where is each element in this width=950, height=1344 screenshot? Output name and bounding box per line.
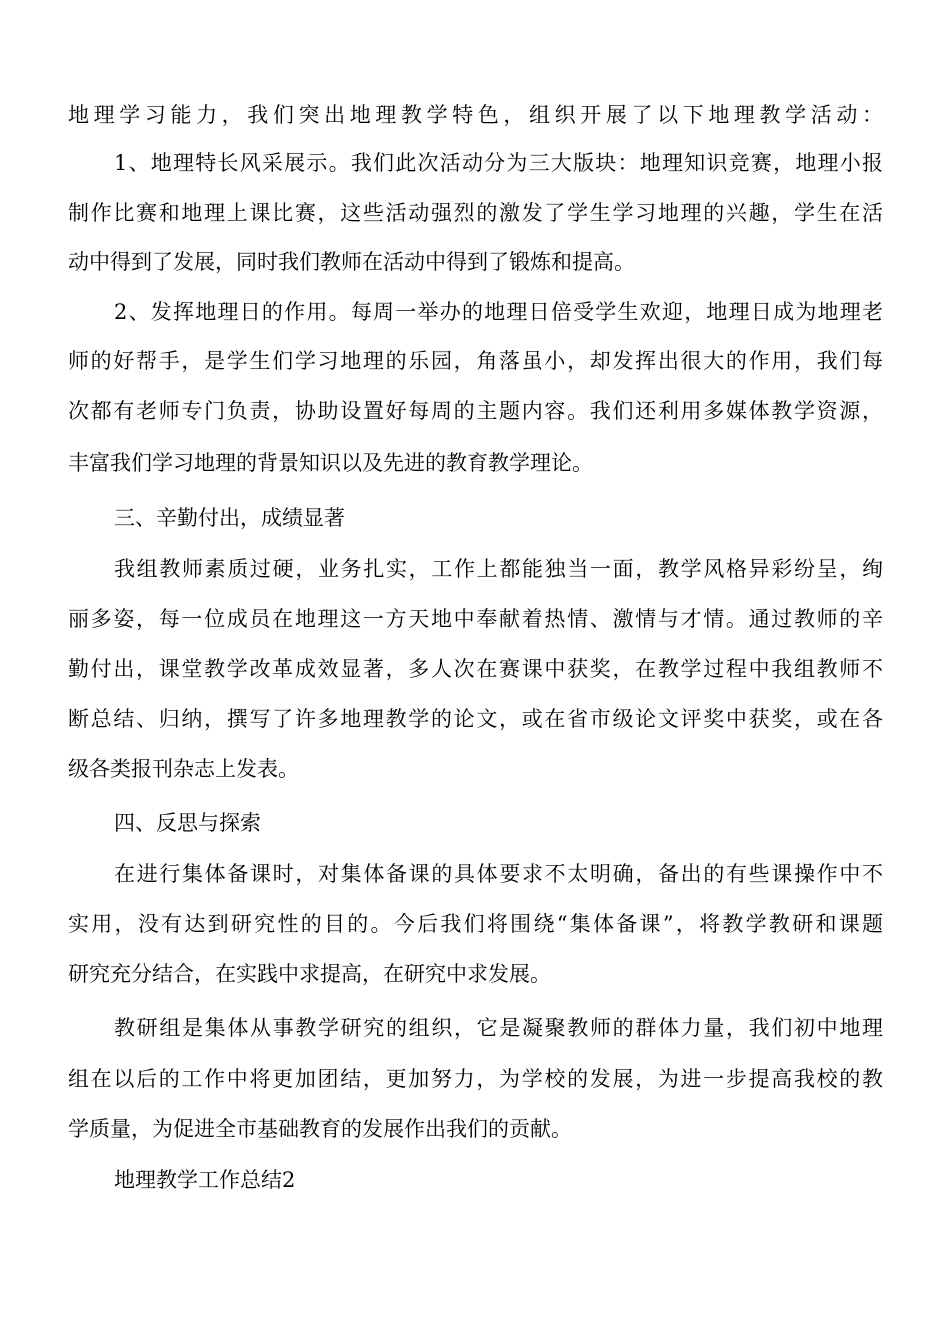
text-line: 动中得到了发展，同时我们教师在活动中得到了锻炼和提高。 <box>68 250 635 274</box>
text-line: 丽多姿，每一位成员在地理这一方天地中奉献着热情、激情与才情。通过教师的辛 <box>68 607 885 631</box>
text-line: 制作比赛和地理上课比赛，这些活动强烈的激发了学生学习地理的兴趣，学生在活 <box>68 201 885 225</box>
text-line: 勤付出，课堂教学改革成效显著，多人次在赛课中获奖，在教学过程中我组教师不 <box>68 657 885 681</box>
section-heading-3: 三、辛勤付出，成绩显著 <box>114 506 345 530</box>
section-heading-4: 四、反思与探索 <box>114 811 261 835</box>
next-summary-title: 地理教学工作总结2 <box>114 1168 296 1192</box>
text-line: 实用，没有达到研究性的目的。今后我们将围绕“集体备课”，将教学教研和课题 <box>68 912 886 936</box>
text-line: 地理学习能力，我们突出地理教学特色，组织开展了以下地理教学活动： <box>68 103 888 127</box>
paragraph-activity-2-line: 2、发挥地理日的作用。每周一举办的地理日倍受学生欢迎，地理日成为地理老 <box>114 300 885 324</box>
paragraph-activity-1-line: 1、地理特长风采展示。我们此次活动分为三大版块：地理知识竞赛，地理小报 <box>114 151 885 175</box>
paragraph-conclusion-line: 教研组是集体从事教学研究的组织，它是凝聚教师的群体力量，我们初中地理 <box>114 1016 885 1040</box>
text-line: 研究充分结合，在实践中求提高，在研究中求发展。 <box>68 962 551 986</box>
text-line: 学质量，为促进全市基础教育的发展作出我们的贡献。 <box>68 1117 572 1141</box>
text-line: 断总结、归纳，撰写了许多地理教学的论文，或在省市级论文评奖中获奖，或在各 <box>68 707 885 731</box>
text-line: 次都有老师专门负责，协助设置好每周的主题内容。我们还利用多媒体教学资源， <box>68 399 885 423</box>
text-line: 级各类报刊杂志上发表。 <box>68 757 299 781</box>
paragraph-achievements-line: 我组教师素质过硬，业务扎实，工作上都能独当一面，教学风格异彩纷呈，绚 <box>114 557 885 581</box>
text-line: 师的好帮手，是学生们学习地理的乐园，角落虽小，却发挥出很大的作用，我们每 <box>68 349 885 373</box>
paragraph-reflection-line: 在进行集体备课时，对集体备课的具体要求不太明确，备出的有些课操作中不 <box>114 862 885 886</box>
text-line: 组在以后的工作中将更加团结，更加努力，为学校的发展，为进一步提高我校的教 <box>68 1067 885 1091</box>
text-line: 丰富我们学习地理的背景知识以及先进的教育教学理论。 <box>68 451 593 475</box>
